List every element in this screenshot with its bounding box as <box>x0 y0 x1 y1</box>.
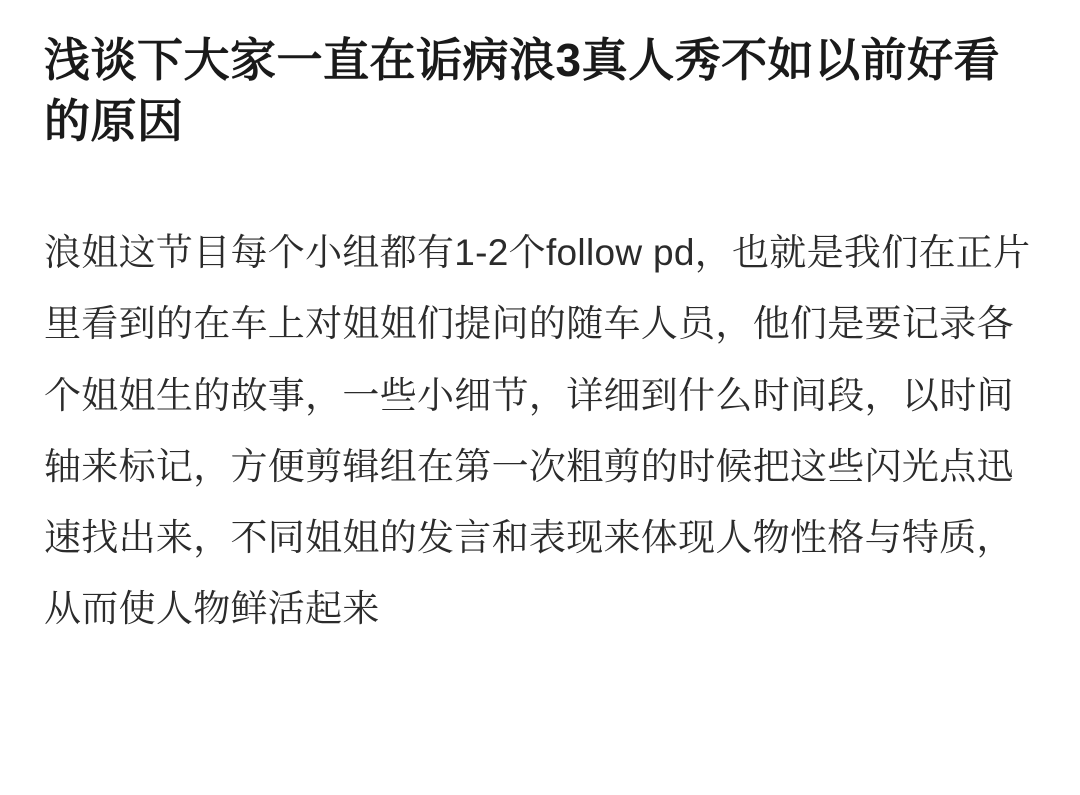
article-body <box>44 217 1036 643</box>
page-title: 浅谈下大家一直在诟病浪3真人秀不如以前好看的原因 <box>44 34 1001 147</box>
article-paragraph: 浪姐这节目每个小组都有1-2个follow pd，也就是我们在正片里看到的在车上对姐姐们提问的随车人员，他们是要记录各个姐姐生的故事，一些小细节，详细到什么时间段，以时间轴来标记，方便剪辑组在第一次粗剪的时候把这些闪光点迅速找出来，不同姐姐的发言和表现来体现人物性格与特质，从而使人物鲜活起来 <box>44 232 1031 629</box>
